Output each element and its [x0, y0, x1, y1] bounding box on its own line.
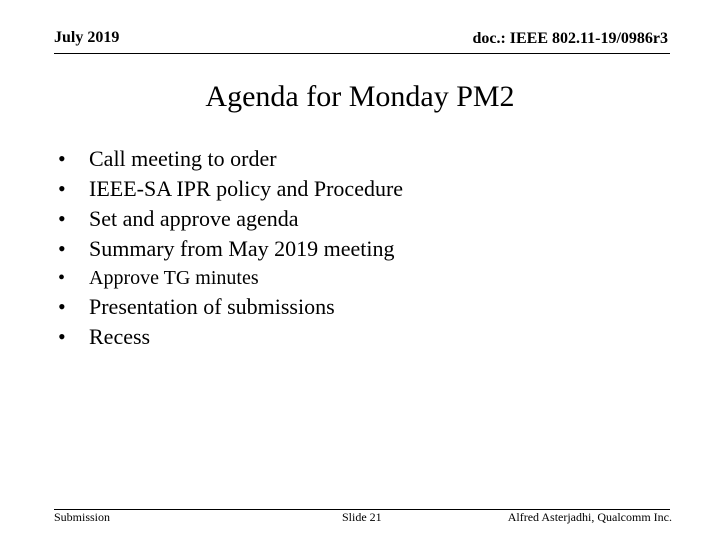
- header-date: July 2019: [54, 29, 120, 46]
- bullet-marker: •: [58, 236, 66, 261]
- footer-submission: Submission: [54, 510, 111, 524]
- bullet-marker: •: [58, 267, 66, 289]
- agenda-item-text: IEEE-SA IPR policy and Procedure: [89, 176, 404, 201]
- agenda-item-text: Approve TG minutes: [89, 267, 259, 289]
- header-rule: [54, 53, 670, 54]
- agenda-item-text: Presentation of submissions: [89, 294, 335, 319]
- bullet-marker: •: [58, 206, 66, 231]
- agenda-item-text: Set and approve agenda: [89, 206, 299, 231]
- header-doc-id: doc.: IEEE 802.11-19/0986r3: [472, 30, 668, 47]
- footer-slide-number: Slide 21: [342, 510, 382, 524]
- bullet-marker: •: [58, 176, 66, 201]
- agenda-item-text: Summary from May 2019 meeting: [89, 236, 395, 261]
- footer-author: Alfred Asterjadhi, Qualcomm Inc.: [507, 510, 672, 524]
- agenda-item-text: Recess: [89, 324, 151, 349]
- bullet-marker: •: [58, 294, 66, 319]
- bullet-marker: •: [58, 146, 66, 171]
- bullet-marker: •: [58, 324, 66, 349]
- slide-title: Agenda for Monday PM2: [205, 80, 515, 113]
- agenda-item-text: Call meeting to order: [89, 146, 277, 171]
